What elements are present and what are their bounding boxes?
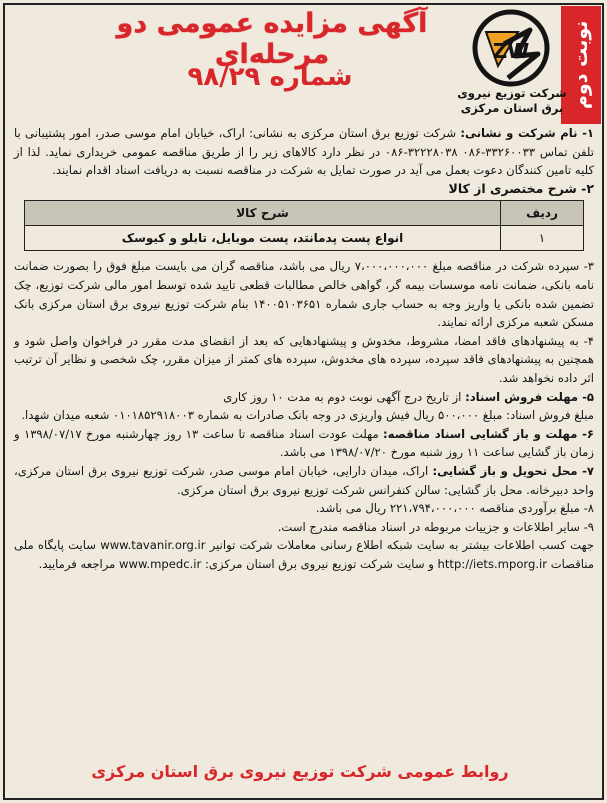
mpedc-link[interactable]: www.mpedc.ir xyxy=(119,556,202,571)
iets-link[interactable]: http://iets.mporg.ir xyxy=(437,556,548,571)
section-7-label: ۷- محل تحویل و باز گشایی: xyxy=(432,463,594,478)
company-name: شرکت توزیع نیروی برق استان مرکزی xyxy=(457,86,567,115)
info-text-c: و سایت شرکت توزیع نیروی برق استان مرکزی: xyxy=(204,556,434,571)
section-1 xyxy=(14,124,594,180)
table-row xyxy=(25,226,584,251)
notice-title: آگهی مزایده عمومی دو مرحله‌ای xyxy=(116,8,428,70)
section-5 xyxy=(14,388,594,407)
section-6-text: مهلت عودت اسناد مناقصه تا ساعت ۱۳ روز چهارشنبه مورخ ۱۳۹۸/۰۷/۱۷ و زمان باز گشایی ساعت ۱۱ روز شنبه مورخ ۱۳۹۸/۰۷/۲۰ می باشد. xyxy=(14,426,594,460)
section-1-label: ۱- نام شرکت و نشانی: xyxy=(460,126,594,140)
notice-number: شماره ۹۸/۲۹ xyxy=(187,62,353,92)
section-6-label: ۶- مهلت و باز گشایی اسناد مناقصه: xyxy=(383,426,594,441)
section-8: ۸- مبلغ برآوردی مناقصه ۲۲۱،۷۹۴،۰۰۰،۰۰۰ ریال می باشد. xyxy=(315,501,594,516)
info-text-a: جهت کسب اطلاعات بیشتر به سایت شبکه اطلاع رسانی معاملات شرکت توانیر xyxy=(209,538,595,553)
col-row-header: ردیف xyxy=(501,201,584,226)
section-7 xyxy=(14,462,594,499)
footer-signature: روابط عمومی شرکت توزیع نیروی برق استان مرکزی xyxy=(91,762,509,781)
section-5-label: ۵- مهلت فروش اسناد: xyxy=(465,389,594,404)
section-7-text: اراک، میدان دارایی، خیابان امام موسی صدر، شرکت توزیع نیروی برق استان مرکزی، واحد دبیرخانه. محل باز گشایی: سالن کنفرانس شرکت توزیع نیروی برق استان مرکزی. xyxy=(14,463,594,497)
section-9: ۹- سایر اطلاعات و جزییات مربوطه در اسناد مناقصه مندرج است. xyxy=(277,519,594,534)
notice-body xyxy=(14,124,594,573)
section-5-price: مبلغ فروش اسناد: مبلغ ۵۰۰،۰۰۰ ریال فیش واریزی در وجه بانک صادرات به شماره ۰۱۰۱۸۵۲۹۱۸۰۰۳ شعبه میدان شهدا. xyxy=(21,408,594,423)
goods-table-header xyxy=(25,201,584,226)
section-6 xyxy=(14,425,594,462)
info-text-b: سایت پایگاه ملی مناقصات xyxy=(14,538,594,571)
company-logo-icon xyxy=(468,8,554,88)
svg-text:ZW: ZW xyxy=(492,39,530,63)
info-links xyxy=(14,536,594,573)
publication-badge: نوبت دوم xyxy=(561,6,601,124)
section-4: ۴- به پیشنهادهای فاقد امضا، مشروط، مخدوش و پیشنهادهایی که بعد از انقضای مدت مقرر در فراخوان واصل شود و همچنین به پیشنهادهای فاقد سپرده، سپرده های مخدوش، سپرده های کمتر از میزان مقرر، چک شخصی و نظایر آن ترتیب اثر داده نخواهد شد. xyxy=(14,333,594,385)
col-desc-header: شرح کالا xyxy=(25,201,501,226)
section-1-text: شرکت توزیع برق استان مرکزی به نشانی: اراک، خیابان امام موسی صدر، امور پشتیبانی با تلفن تماس ۳۳۲۶۰۰۳۳-۰۸۶ ۳۲۲۲۸۰۳۸-۰۸۶ در نظر دارد کالاهای زیر را از طریق مناقصه عمومی خریداری نماید. لذا از کلیه تامین کنندگان دعوت بعمل می آید در صورت تمایل به شرکت در مناقصه نسبت به دریافت اسناد اقدام نمایند. xyxy=(14,126,594,178)
section-2-heading: ۲- شرح مختصری از کالا xyxy=(448,180,594,196)
section-3: ۳- سپرده شرکت در مناقصه مبلغ ۷،۰۰۰،۰۰۰،۰۰۰ ریال می باشد، مناقصه گران می بایست مبلغ فوق را بصورت ضمانت نامه بانکی، ضمانت نامه موسسات بیمه گر، گواهی خالص مطالبات قطعی تایید شده توسط امور مالی شرکت توزیع، چک تضمین شده بانکی یا واریز وجه به حساب جاری شماره ۱۴۰۰۵۱۰۳۶۵۱ بنام شرکت توزیع نیروی برق استان مرکزی بانک مسکن شعبه مرکزی ارائه نمایند. xyxy=(14,259,594,330)
goods-table xyxy=(24,200,584,251)
tavanir-link[interactable]: www.tavanir.org.ir xyxy=(100,538,206,553)
info-text-d: مراجعه فرمایید. xyxy=(38,556,116,571)
row-description: انواع پست پدمانتد، پست موبایل، تابلو و کیوسک xyxy=(25,226,501,251)
row-number: ۱ xyxy=(501,226,584,251)
section-5-text: از تاریخ درج آگهی نوبت دوم به مدت ۱۰ روز کاری xyxy=(223,389,462,404)
